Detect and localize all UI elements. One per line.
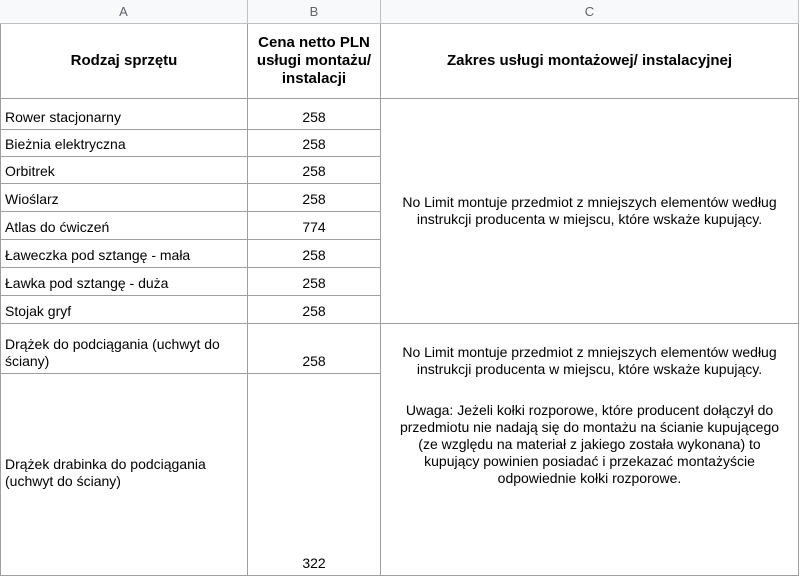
cell-name-2[interactable]: Bieżnia elektryczna <box>0 130 248 157</box>
column-header-a[interactable]: A <box>0 0 248 24</box>
cell-name-8[interactable]: Stojak gryf <box>0 296 248 324</box>
cell-price-3[interactable]: 258 <box>248 157 381 184</box>
cell-name-7[interactable]: Ławka pod sztangę - duża <box>0 268 248 296</box>
cell-price-1[interactable]: 258 <box>248 99 381 130</box>
cell-name-9[interactable]: Drążek do podciągania (uchwyt do ściany) <box>0 324 248 374</box>
cell-name-10[interactable]: Drążek drabinka do podciągania (uchwyt do ściany) <box>0 374 248 576</box>
spacer <box>389 378 790 402</box>
cell-price-2[interactable]: 258 <box>248 130 381 157</box>
cell-price-10[interactable]: 322 <box>248 374 381 576</box>
cell-price-6[interactable]: 258 <box>248 240 381 268</box>
cell-price-8[interactable]: 258 <box>248 296 381 324</box>
cell-price-5[interactable]: 774 <box>248 212 381 240</box>
header-cell-equipment-type[interactable]: Rodzaj sprzętu <box>0 24 248 99</box>
cell-name-3[interactable]: Orbitrek <box>0 157 248 184</box>
scope-group-2-text: No Limit montuje przedmiot z mniejszych elementów według instrukcji producenta w miejscu, które wskaże kupujący. <box>402 344 777 377</box>
cell-name-1[interactable]: Rower stacjonarny <box>0 99 248 130</box>
cell-price-7[interactable]: 258 <box>248 268 381 296</box>
cell-name-6[interactable]: Ławeczka pod sztangę - mała <box>0 240 248 268</box>
column-header-c[interactable]: C <box>381 0 799 24</box>
cell-scope-group-1[interactable]: No Limit montuje przedmiot z mniejszych elementów według instrukcji producenta w miejscu, które wskaże kupujący. <box>381 99 799 324</box>
cell-name-5[interactable]: Atlas do ćwiczeń <box>0 212 248 240</box>
cell-scope-group-2[interactable] <box>381 324 799 576</box>
header-cell-price[interactable]: Cena netto PLN usługi montażu/ instalacji <box>248 24 381 99</box>
cell-name-4[interactable]: Wioślarz <box>0 184 248 212</box>
cell-price-4[interactable]: 258 <box>248 184 381 212</box>
scope-group-2-note: Uwaga: Jeżeli kołki rozporowe, które producent dołączył do przedmiotu nie nadają się do montażu na ścianie kupującego (ze względu na materiał z jakiego została wykonana) to kupujący powinien posiadać i przekazać montażyście odpowiednie kołki rozporowe. <box>399 402 780 486</box>
header-cell-scope[interactable]: Zakres usługi montażowej/ instalacyjnej <box>381 24 799 99</box>
column-header-b[interactable]: B <box>248 0 381 24</box>
cell-price-9[interactable]: 258 <box>248 324 381 374</box>
